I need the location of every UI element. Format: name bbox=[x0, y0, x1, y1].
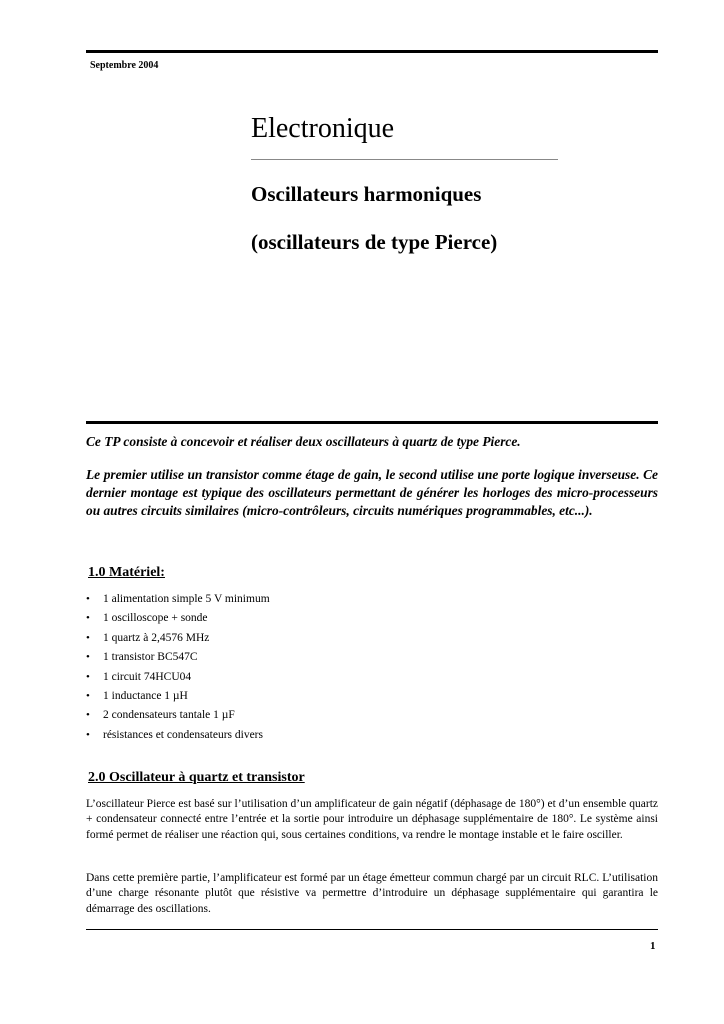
bullet-icon: • bbox=[86, 631, 90, 644]
list-item bbox=[86, 629, 486, 648]
page-number: 1 bbox=[650, 940, 656, 952]
list-item-label: 1 inductance 1 µH bbox=[103, 689, 188, 702]
list-item bbox=[86, 668, 486, 687]
list-item-label: 1 oscilloscope + sonde bbox=[103, 612, 208, 625]
list-item bbox=[86, 706, 486, 725]
bullet-icon: • bbox=[86, 593, 90, 605]
list-item-label: 1 alimentation simple 5 V minimum bbox=[103, 593, 270, 605]
bullet-icon: • bbox=[86, 670, 90, 683]
footer-rule bbox=[86, 929, 658, 930]
bullet-icon: • bbox=[86, 728, 90, 741]
intro-paragraph-2: Le premier utilise un transistor comme étage de gain, le second utilise une porte logique inverseuse. Ce dernier montage est typique des oscillateurs permettant de générer les horloges des micro-processeurs ou autres circuits similaires (micro-contrôleurs, circuits numériques programmables, etc...). bbox=[86, 467, 658, 518]
list-item bbox=[86, 590, 486, 609]
list-item-label: 2 condensateurs tantale 1 µF bbox=[103, 709, 235, 722]
bullet-icon: • bbox=[86, 651, 90, 664]
body-paragraph-1: L’oscillateur Pierce est basé sur l’utilisation d’un amplificateur de gain négatif (déphasage de 180°) et d’un ensemble quartz + condensateur connecté entre l’entrée et la sortie pour introduire un déphasage supplémentaire de 180°. Le système ainsi formé permet de réaliser une réaction qui, sous certaines conditions, va rendre le montage instable et le faire osciller. bbox=[86, 798, 658, 841]
list-item bbox=[86, 609, 486, 628]
header-date: Septembre 2004 bbox=[90, 60, 159, 71]
section-divider bbox=[86, 421, 658, 424]
body-paragraph-2: Dans cette première partie, l’amplificateur est formé par un étage émetteur commun chargé par un circuit RLC. L’utilisation d’une charge résonante plutôt que résistive va permettre d’introduire un déphasage supplémentaire qui garantira le démarrage des oscillations. bbox=[86, 872, 658, 915]
list-item-label: 1 transistor BC547C bbox=[103, 651, 198, 664]
title-underline bbox=[251, 159, 558, 160]
bullet-icon: • bbox=[86, 689, 90, 702]
document-subtitle: Oscillateurs harmoniques bbox=[251, 182, 482, 206]
section-heading-oscillateur: 2.0 Oscillateur à quartz et transistor bbox=[88, 770, 305, 785]
list-item-label: résistances et condensateurs divers bbox=[103, 728, 263, 741]
intro-paragraph-1: Ce TP consiste à concevoir et réaliser deux oscillateurs à quartz de type Pierce. bbox=[86, 434, 521, 449]
materials-list bbox=[86, 590, 486, 745]
bullet-icon: • bbox=[86, 709, 90, 722]
bullet-icon: • bbox=[86, 612, 90, 625]
list-item bbox=[86, 648, 486, 667]
document-title: Electronique bbox=[251, 113, 395, 144]
document-subtitle-secondary: (oscillateurs de type Pierce) bbox=[251, 230, 498, 254]
list-item-label: 1 quartz à 2,4576 MHz bbox=[103, 631, 210, 644]
list-item-label: 1 circuit 74HCU04 bbox=[103, 670, 192, 683]
header-rule bbox=[86, 50, 658, 53]
list-item bbox=[86, 687, 486, 706]
list-item bbox=[86, 726, 486, 745]
section-heading-materiel: 1.0 Matériel: bbox=[88, 565, 165, 580]
